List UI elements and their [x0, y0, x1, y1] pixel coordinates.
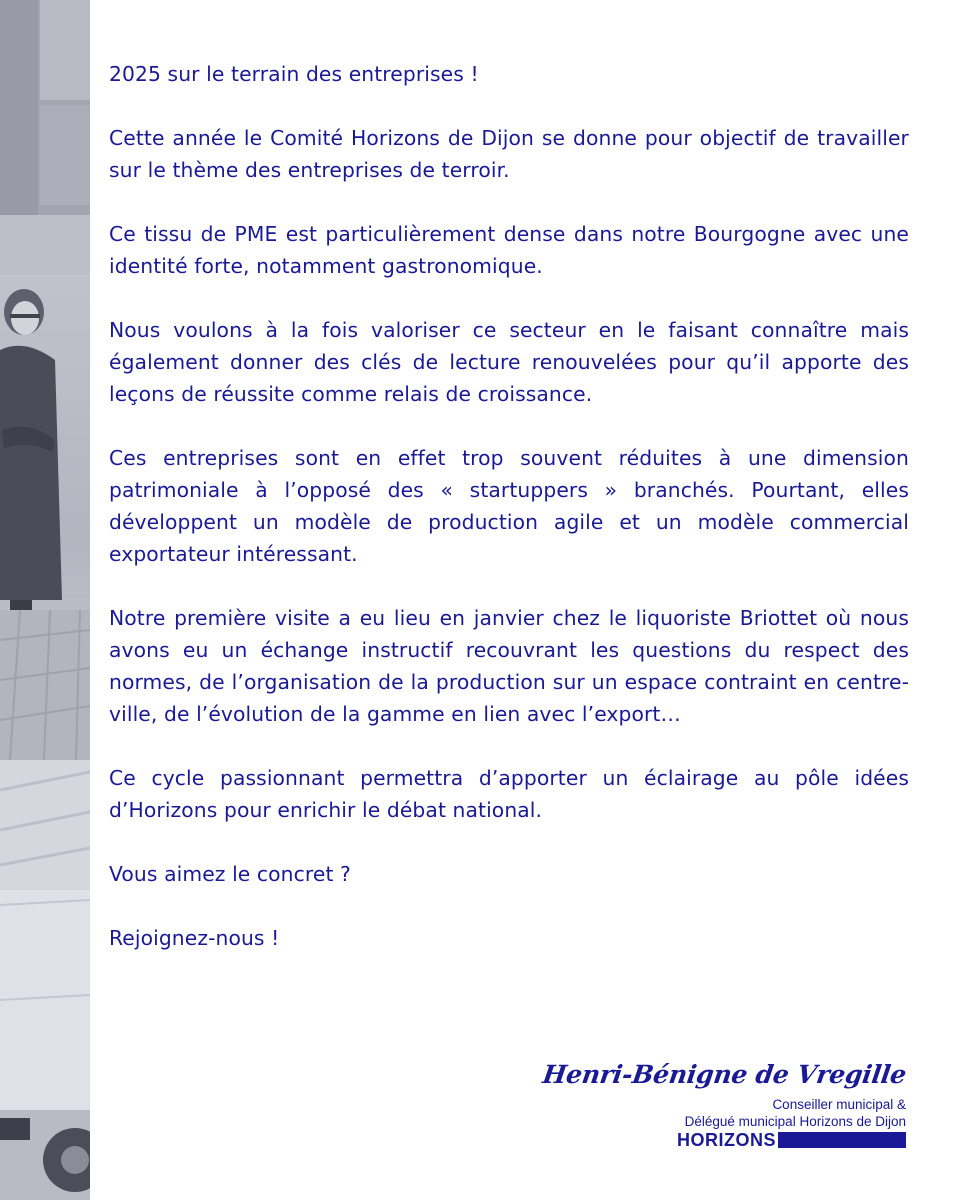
- letter-question: Vous aimez le concret ?: [109, 862, 351, 886]
- signature-role-line-2: Délégué municipal Horizons de Dijon: [684, 1114, 906, 1129]
- letter-paragraph-5: Notre première visite a eu lieu en janvier chez le liquoriste Briottet où nous avons eu un échange instructif recouvrant les questions du respect des normes, de l’organisation de la production sur un espace contraint en centre-ville, de l’évolution de la gamme en lien avec l’export…: [109, 606, 909, 726]
- brand-logo: [486, 1130, 906, 1150]
- letter-body: [109, 58, 909, 986]
- signature-block: [486, 1058, 909, 1150]
- letter-paragraph-3: Nous voulons à la fois valoriser ce secteur en le faisant connaître mais également donner des clés de lecture renouvelées pour qu’il apporte des leçons de réussite comme relais de croissance.: [109, 318, 909, 406]
- letter-call-to-action: Rejoignez-nous !: [109, 926, 280, 950]
- letter-paragraph-6: Ce cycle passionnant permettra d’apporter un éclairage au pôle idées d’Horizons pour enrichir le débat national.: [109, 766, 909, 822]
- brand-bar: [778, 1132, 906, 1148]
- photo-strip-image: [0, 0, 90, 1200]
- letter-heading: 2025 sur le terrain des entreprises !: [109, 62, 479, 86]
- brand-name: HORIZONS: [676, 1130, 776, 1150]
- letter-paragraph-2: Ce tissu de PME est particulièrement dense dans notre Bourgogne avec une identité forte, notamment gastronomique.: [109, 222, 909, 278]
- signature-name: Henri-Bénigne de Vregille: [540, 1060, 909, 1089]
- signature-role-line-1: Conseiller municipal &: [772, 1097, 906, 1112]
- letter-paragraph-4: Ces entreprises sont en effet trop souvent réduites à une dimension patrimoniale à l’opposé des « startuppers » branchés. Pourtant, elles développent un modèle de production agile et un modèle commercial exportateur intéressant.: [109, 446, 909, 566]
- letter-paragraph-1: Cette année le Comité Horizons de Dijon se donne pour objectif de travailler sur le thème des entreprises de terroir.: [109, 126, 909, 182]
